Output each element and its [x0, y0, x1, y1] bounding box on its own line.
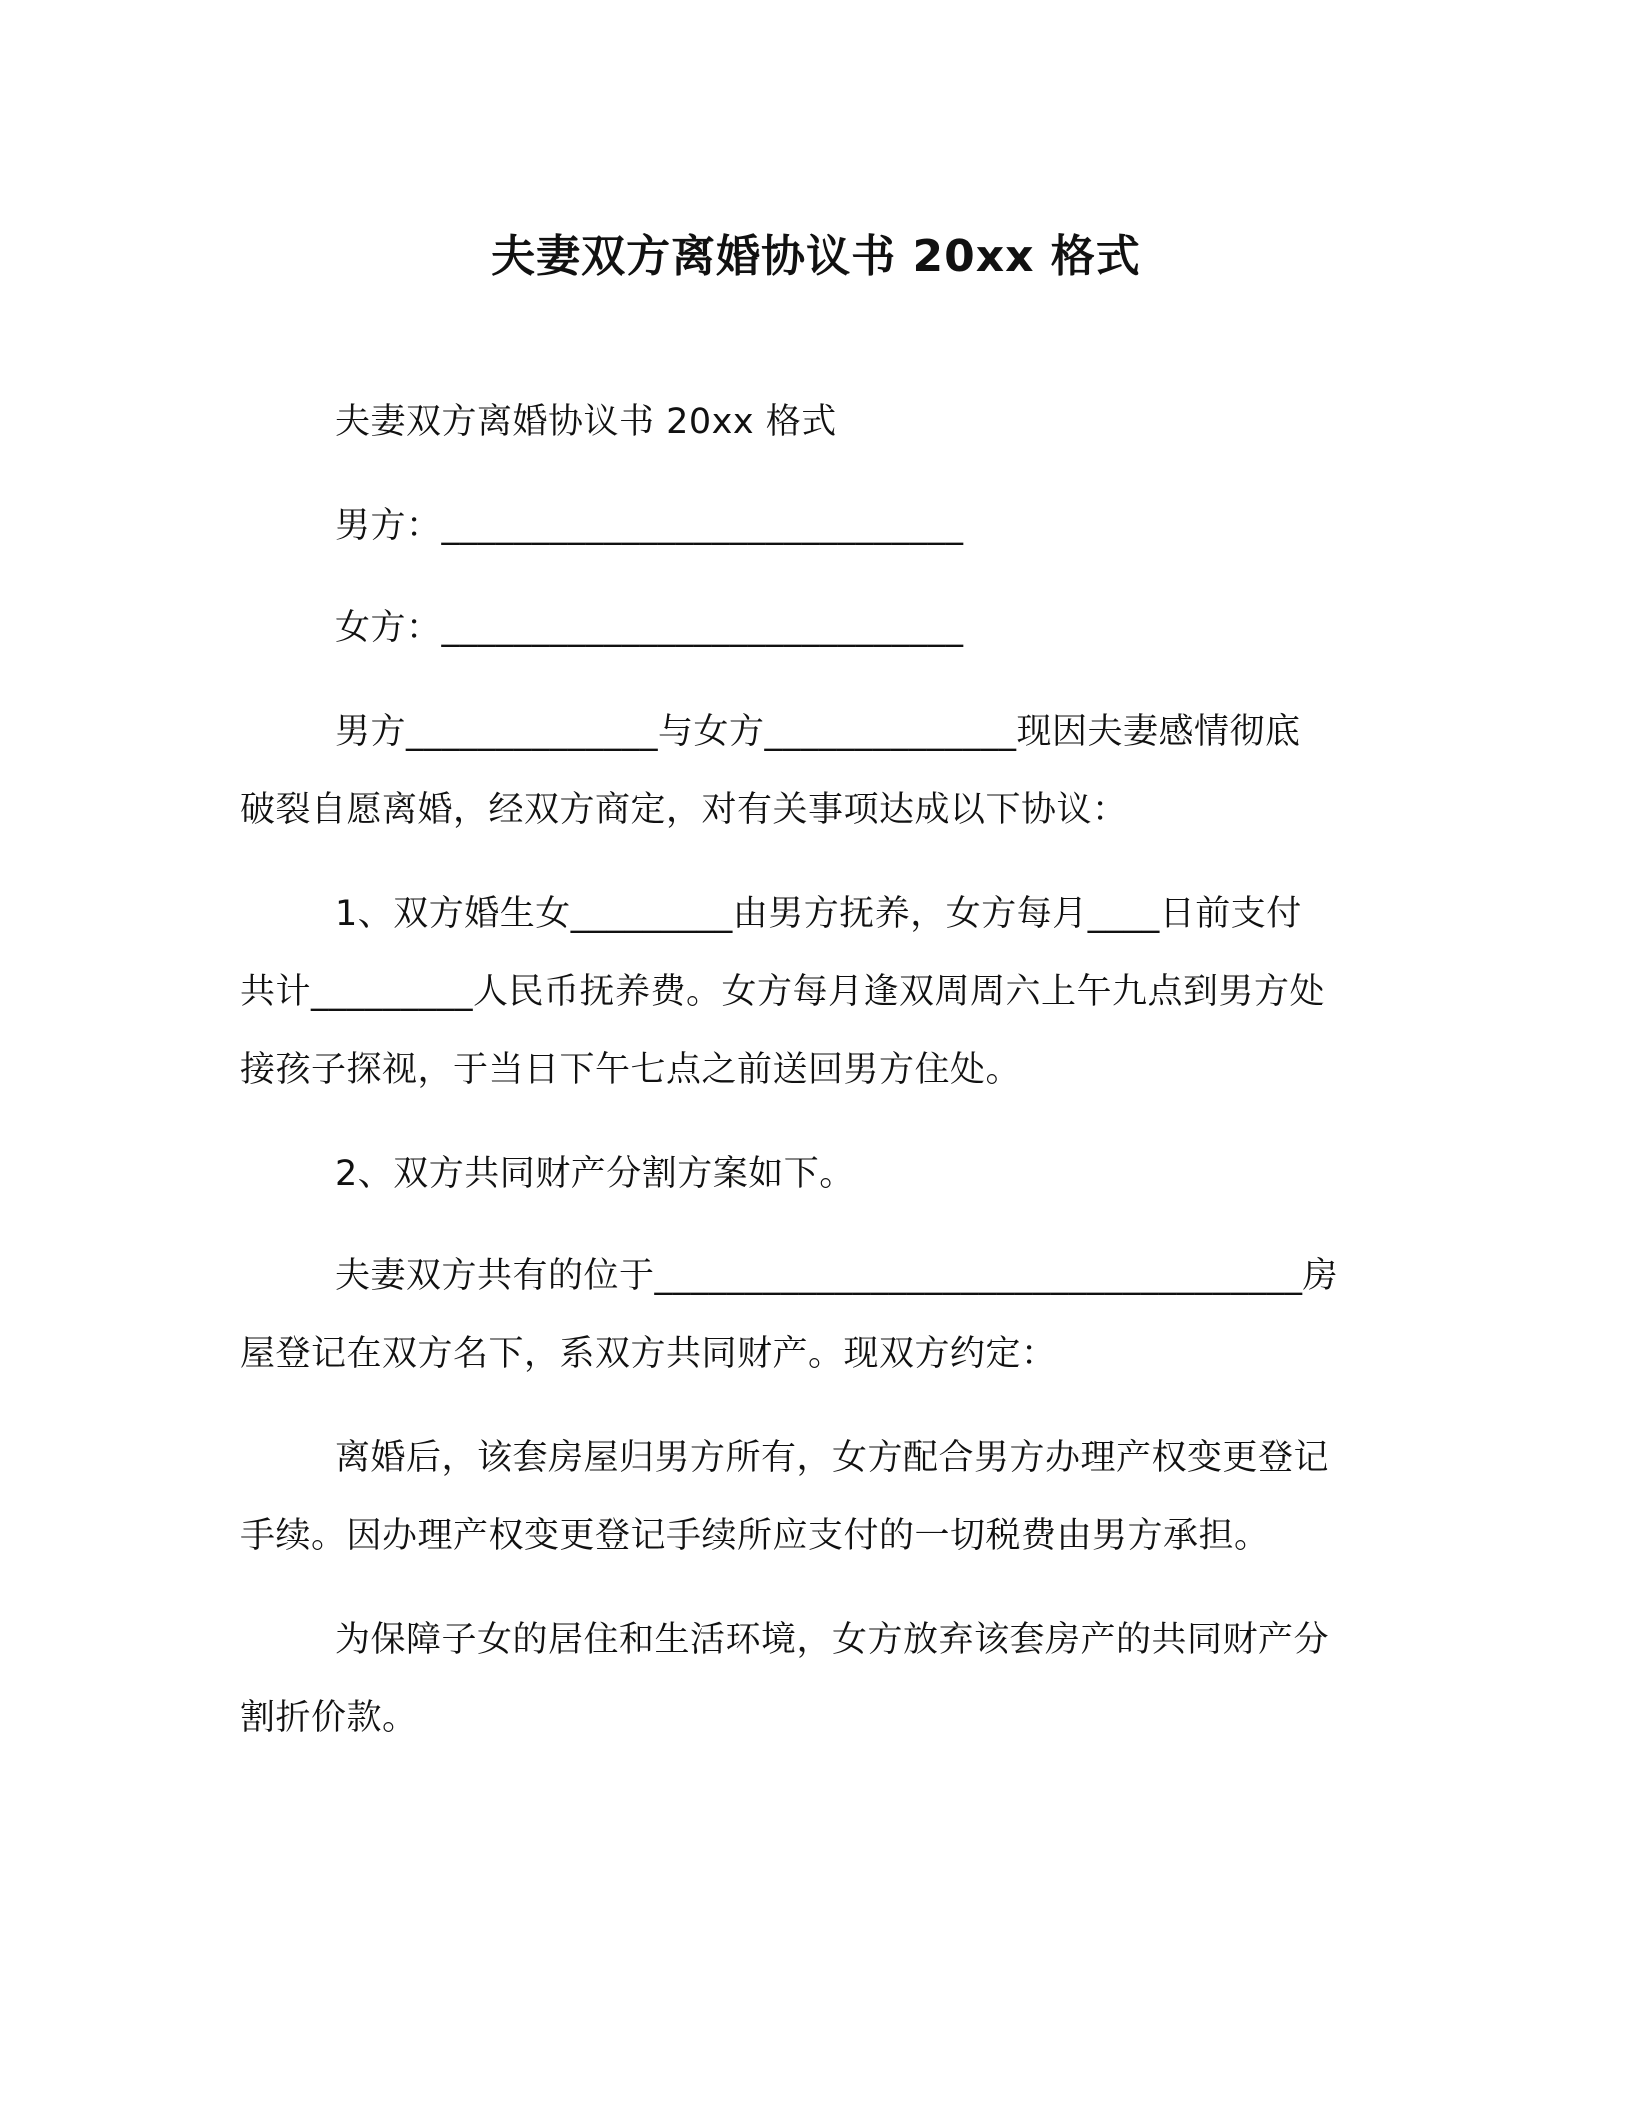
waiver-paragraph-line-1: 为保障子女的居住和生活环境，女方放弃该套房产的共同财产分 [335, 1620, 1330, 1660]
intro-paragraph-line-1: 男方______________与女方______________现因夫妻感情彻底 [335, 712, 1301, 752]
intro-paragraph-line-2: 破裂自愿离婚，经双方商定，对有关事项达成以下协议： [240, 790, 1128, 830]
property-paragraph-line-1: 夫妻双方共有的位于____________________________________房 [335, 1256, 1339, 1296]
clause-1-line-3: 接孩子探视，于当日下午七点之前送回男方住处。 [240, 1050, 1022, 1090]
post-divorce-paragraph-line-2: 手续。因办理产权变更登记手续所应支付的一切税费由男方承担。 [240, 1516, 1270, 1556]
clause-1-line-2: 共计_________人民币抚养费。女方每月逢双周周六上午九点到男方处 [240, 972, 1326, 1012]
clause-1-line-1: 1、双方婚生女_________由男方抚养，女方每月____日前支付 [335, 894, 1302, 934]
wife-name-line: 女方：_____________________________ [335, 608, 964, 648]
property-paragraph-line-2: 屋登记在双方名下，系双方共同财产。现双方约定： [240, 1334, 1057, 1374]
clause-2-heading: 2、双方共同财产分割方案如下。 [335, 1154, 855, 1194]
subtitle-line: 夫妻双方离婚协议书 20xx 格式 [335, 402, 837, 442]
document-title: 夫妻双方离婚协议书 20xx 格式 [491, 231, 1141, 282]
post-divorce-paragraph-line-1: 离婚后，该套房屋归男方所有，女方配合男方办理产权变更登记 [335, 1438, 1330, 1478]
waiver-paragraph-line-2: 割折价款。 [240, 1698, 418, 1738]
husband-name-line: 男方：_____________________________ [335, 506, 964, 546]
